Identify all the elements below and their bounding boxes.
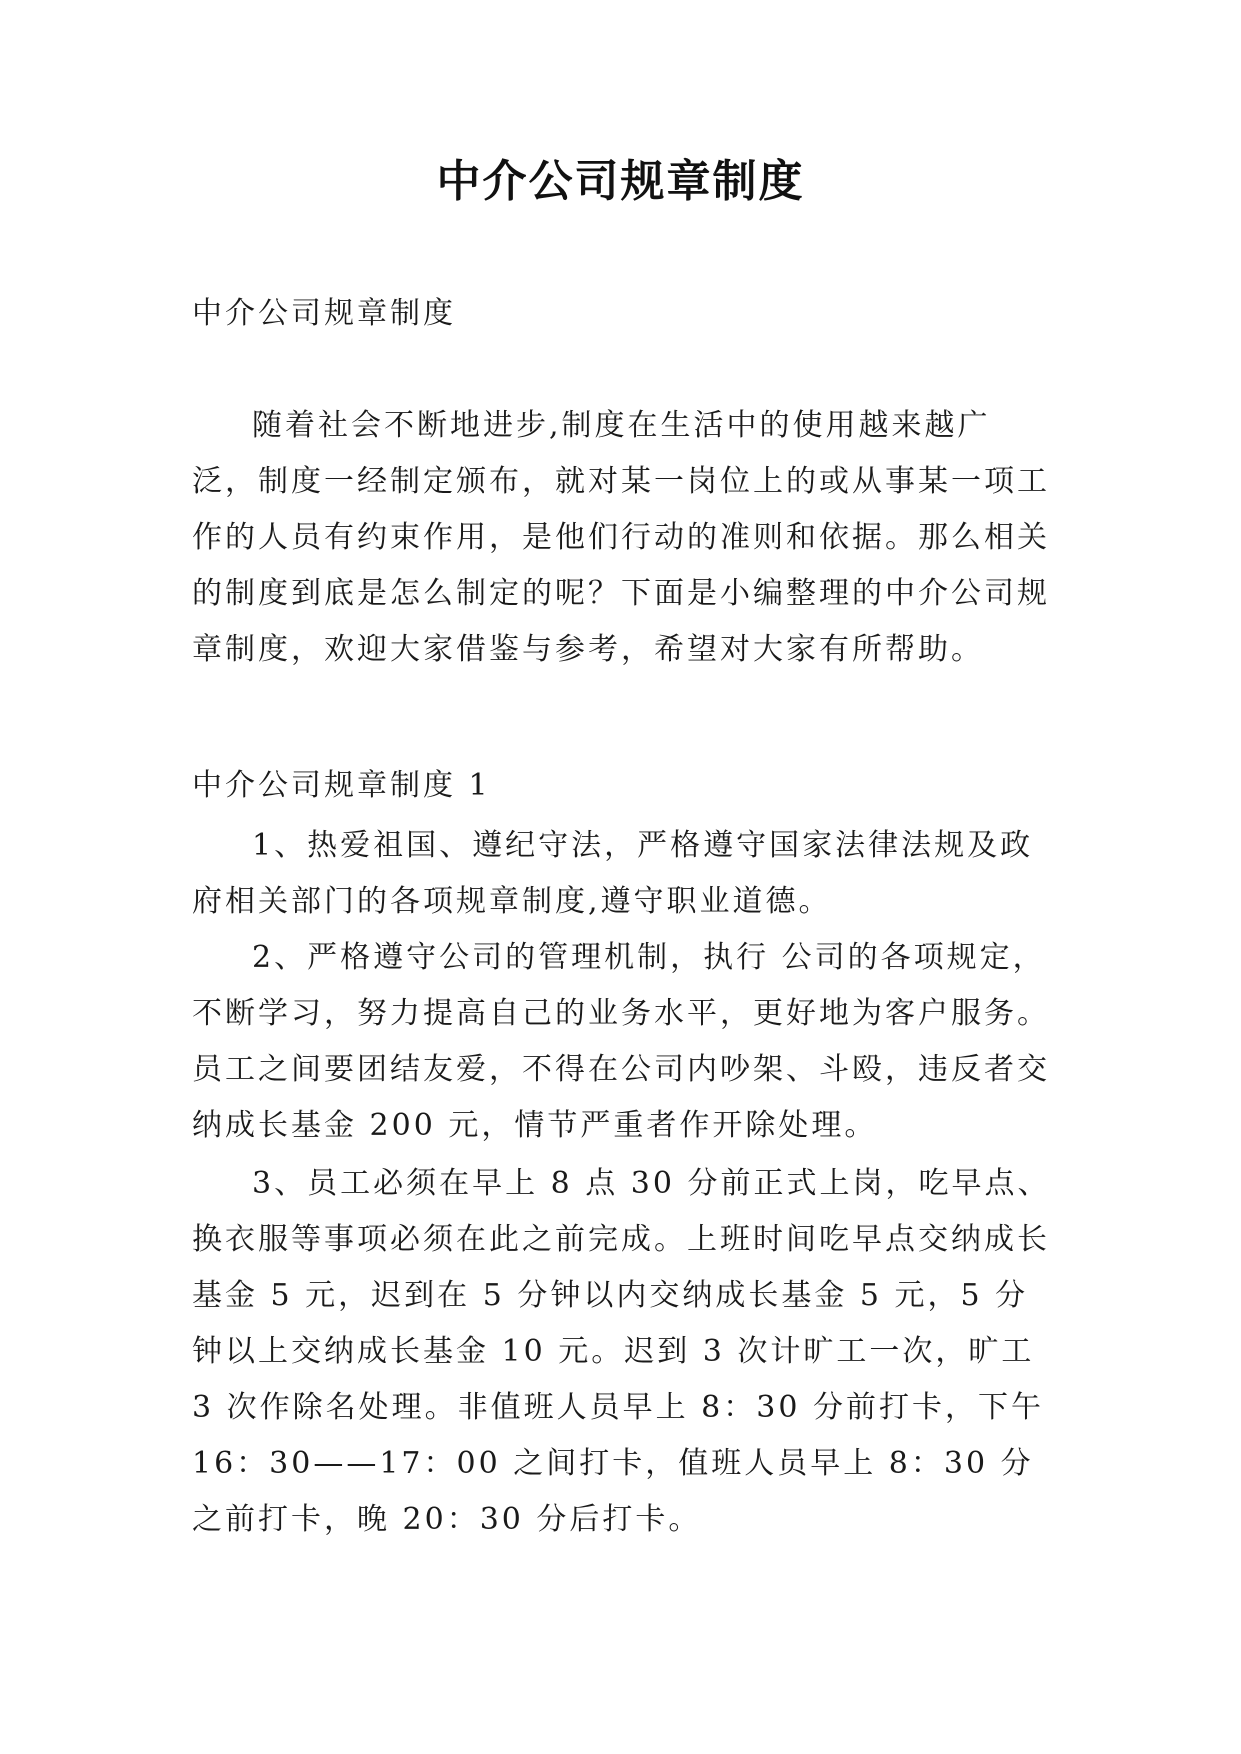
rule-item-1: 1、热爱祖国、遵纪守法，严格遵守国家法律法规及政府相关部门的各项规章制度,遵守职业道德。 xyxy=(192,828,1034,919)
document-title: 中介公司规章制度 xyxy=(436,156,805,207)
rule-item-3: 3、员工必须在早上 8 点 30 分前正式上岗，吃早点、换衣服等事项必须在此之前完成。上班时间吃早点交纳成长基金 5 元，迟到在 5 分钟以内交纳成长基金 5 元，5 分钟以上交纳成长基金 10 元。迟到 3 次计旷工一次，旷工 3 次作除名处理。非值班人员早上 8：30 分前打卡，下午 16：30——17：00 之间打卡，值班人员早上 8：30 分之前打卡，晚 20：30 分后打卡。 xyxy=(192,1166,1051,1537)
rule-item-2: 2、严格遵守公司的管理机制，执行 公司的各项规定，不断学习，努力提高自己的业务水平，更好地为客户服务。员工之间要团结友爱，不得在公司内吵架、斗殴，违反者交纳成长基金 200 元，情节严重者作开除处理。 xyxy=(192,940,1050,1143)
document-subtitle: 中介公司规章制度 xyxy=(192,296,456,331)
section-heading: 中介公司规章制度 1 xyxy=(192,768,491,803)
intro-paragraph: 随着社会不断地进步,制度在生活中的使用越来越广泛，制度一经制定颁布，就对某一岗位上的或从事某一项工作的人员有约束作用，是他们行动的准则和依据。那么相关的制度到底是怎么制定的呢？下面是小编整理的中介公司规章制度，欢迎大家借鉴与参考，希望对大家有所帮助。 xyxy=(192,408,1050,667)
